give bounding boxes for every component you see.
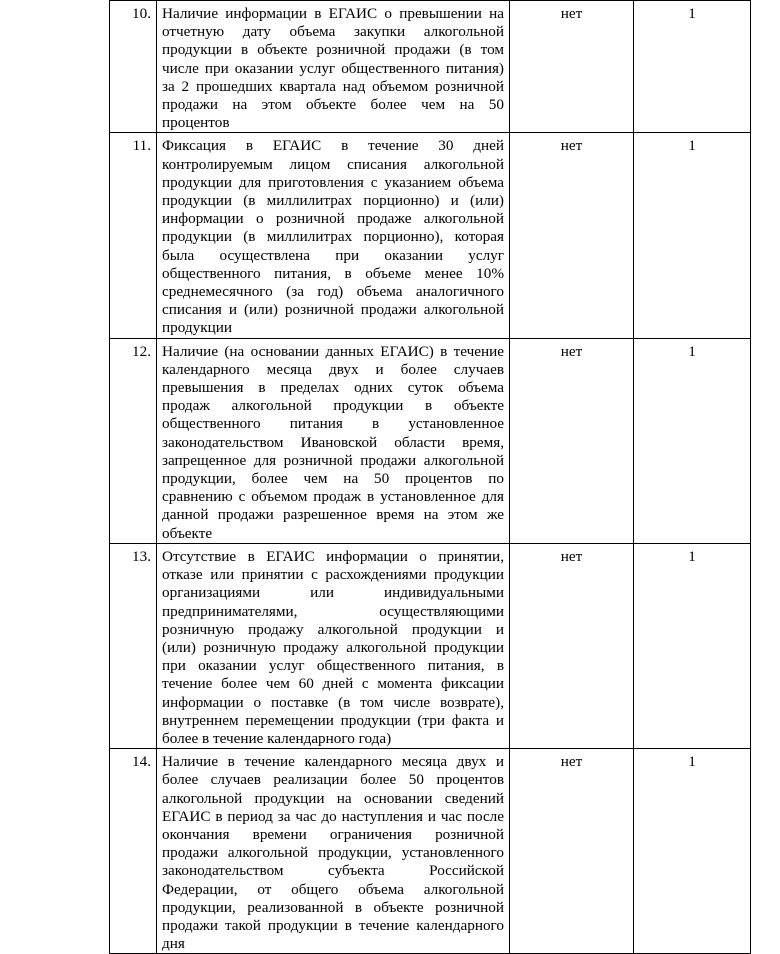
criterion-line: продаж алкогольной продукции в объекте	[162, 397, 504, 415]
criterion-line: продукции (в миллилитрах порционно), которая	[162, 228, 504, 246]
criterion-line: организациями или индивидуальными	[162, 584, 504, 602]
criterion-line: алкогольной продукции на основании сведений	[162, 789, 504, 807]
criterion-line: продукции для приготовления с указанием объема	[162, 173, 504, 191]
criterion-line: общественного питания, в объеме менее 10%	[162, 264, 504, 282]
criterion-line: календарного месяца двух и более случаев	[162, 360, 504, 378]
criterion-line: внутреннем перемещении продукции (три факта и	[162, 711, 504, 729]
criterion-text	[157, 338, 510, 543]
criterion-line: процентов	[162, 114, 230, 132]
criterion-line: информации о поставке (в том числе возврате),	[162, 693, 504, 711]
criterion-line: отчетную дату объема закупки алкогольной	[162, 23, 504, 41]
criterion-line: более случаев реализации более 50 процентов	[162, 771, 504, 789]
table-row	[110, 543, 751, 748]
row-number: 12.	[110, 338, 157, 543]
row-number: 10.	[110, 1, 157, 133]
criterion-line: дня	[162, 935, 185, 953]
table-row	[110, 338, 751, 543]
table-row	[110, 1, 751, 133]
criterion-line: законодательством Ивановской области время,	[162, 433, 504, 451]
criterion-line: была осуществлена при оказании услуг	[162, 246, 504, 264]
criterion-line: отказе или принятии с расхождениями продукции	[162, 566, 504, 584]
criterion-line: запрещенное для розничной продажи алкогольной	[162, 451, 504, 469]
criterion-line: Наличие информации в ЕГАИС о превышении на	[162, 5, 504, 22]
criterion-line: при оказании услуг общественного питания, в	[162, 657, 504, 675]
criterion-line: продукции	[162, 319, 232, 337]
criterion-line: Фиксация в ЕГАИС в течение 30 дней	[162, 137, 504, 155]
criterion-line: Федерации, от общего объема алкогольной	[162, 880, 504, 898]
criterion-line: Отсутствие в ЕГАИС информации о принятии,	[162, 547, 504, 565]
criterion-line: контролируемым лицом списания алкогольной	[162, 155, 504, 173]
criterion-line: продукции, более чем на 50 процентов по	[162, 470, 504, 488]
table-row	[110, 749, 751, 954]
criterion-text	[157, 133, 510, 338]
criterion-text	[157, 543, 510, 748]
criterion-line: Наличие в течение календарного месяца двух и	[162, 753, 504, 771]
criterion-line: продажи такой продукции в течение календарного	[162, 916, 504, 934]
row-number: 13.	[110, 543, 157, 748]
answer-cell: нет	[510, 338, 634, 543]
criterion-line: общественного питания в установленное	[162, 415, 504, 433]
criterion-line: продукции (в миллилитрах порционно) и (или)	[162, 192, 504, 210]
criterion-line: числе при оказании услуг общественного питания)	[162, 59, 504, 77]
answer-cell: нет	[510, 1, 634, 133]
score-cell: 1	[634, 1, 751, 133]
criterion-line: за 2 прошедших квартала над объемом розничной	[162, 77, 504, 95]
criterion-line: Наличие (на основании данных ЕГАИС) в течение	[162, 342, 504, 360]
criterion-line: сравнению с объемом продаж в установленное для	[162, 488, 504, 506]
criterion-line: продукции, реализованной в объекте розничной	[162, 898, 504, 916]
criterion-line: предпринимателями, осуществляющими	[162, 602, 504, 620]
criterion-line: розничную продажу алкогольной продукции и	[162, 620, 504, 638]
criterion-line: ЕГАИС в период за час до наступления и час после	[162, 807, 504, 825]
criterion-line: объекте	[162, 524, 213, 542]
criterion-line: среднемесячного (за год) объема аналогичного	[162, 283, 504, 301]
criterion-line: данной продажи разрешенное время на этом же	[162, 506, 504, 524]
row-number: 14.	[110, 749, 157, 954]
criterion-line: продажи на этом объекте более чем на 50	[162, 96, 504, 114]
score-cell: 1	[634, 543, 751, 748]
answer-cell: нет	[510, 749, 634, 954]
answer-cell: нет	[510, 133, 634, 338]
criteria-table-body	[110, 1, 751, 954]
criterion-line: информации о розничной продаже алкогольной	[162, 210, 504, 228]
criterion-line: законодательством субъекта Российской	[162, 862, 504, 880]
criterion-line: более в течение календарного года)	[162, 729, 392, 747]
criteria-table	[109, 0, 751, 954]
criterion-line: окончания времени ограничения розничной	[162, 825, 504, 843]
criterion-line: продукции в объекте розничной продажи (в том	[162, 41, 504, 59]
table-row	[110, 133, 751, 338]
criterion-line: (или) розничную продажу алкогольной продукции	[162, 638, 504, 656]
score-cell: 1	[634, 749, 751, 954]
score-cell: 1	[634, 338, 751, 543]
row-number: 11.	[110, 133, 157, 338]
criterion-line: списания и (или) розничной продажи алкогольной	[162, 301, 504, 319]
criterion-text	[157, 749, 510, 954]
criterion-line: течение более чем 60 дней с момента фиксации	[162, 675, 504, 693]
criterion-text	[157, 1, 510, 133]
criterion-line: превышения в пределах одних суток объема	[162, 379, 504, 397]
criterion-line: продажи алкогольной продукции, установленного	[162, 844, 504, 862]
answer-cell: нет	[510, 543, 634, 748]
score-cell: 1	[634, 133, 751, 338]
